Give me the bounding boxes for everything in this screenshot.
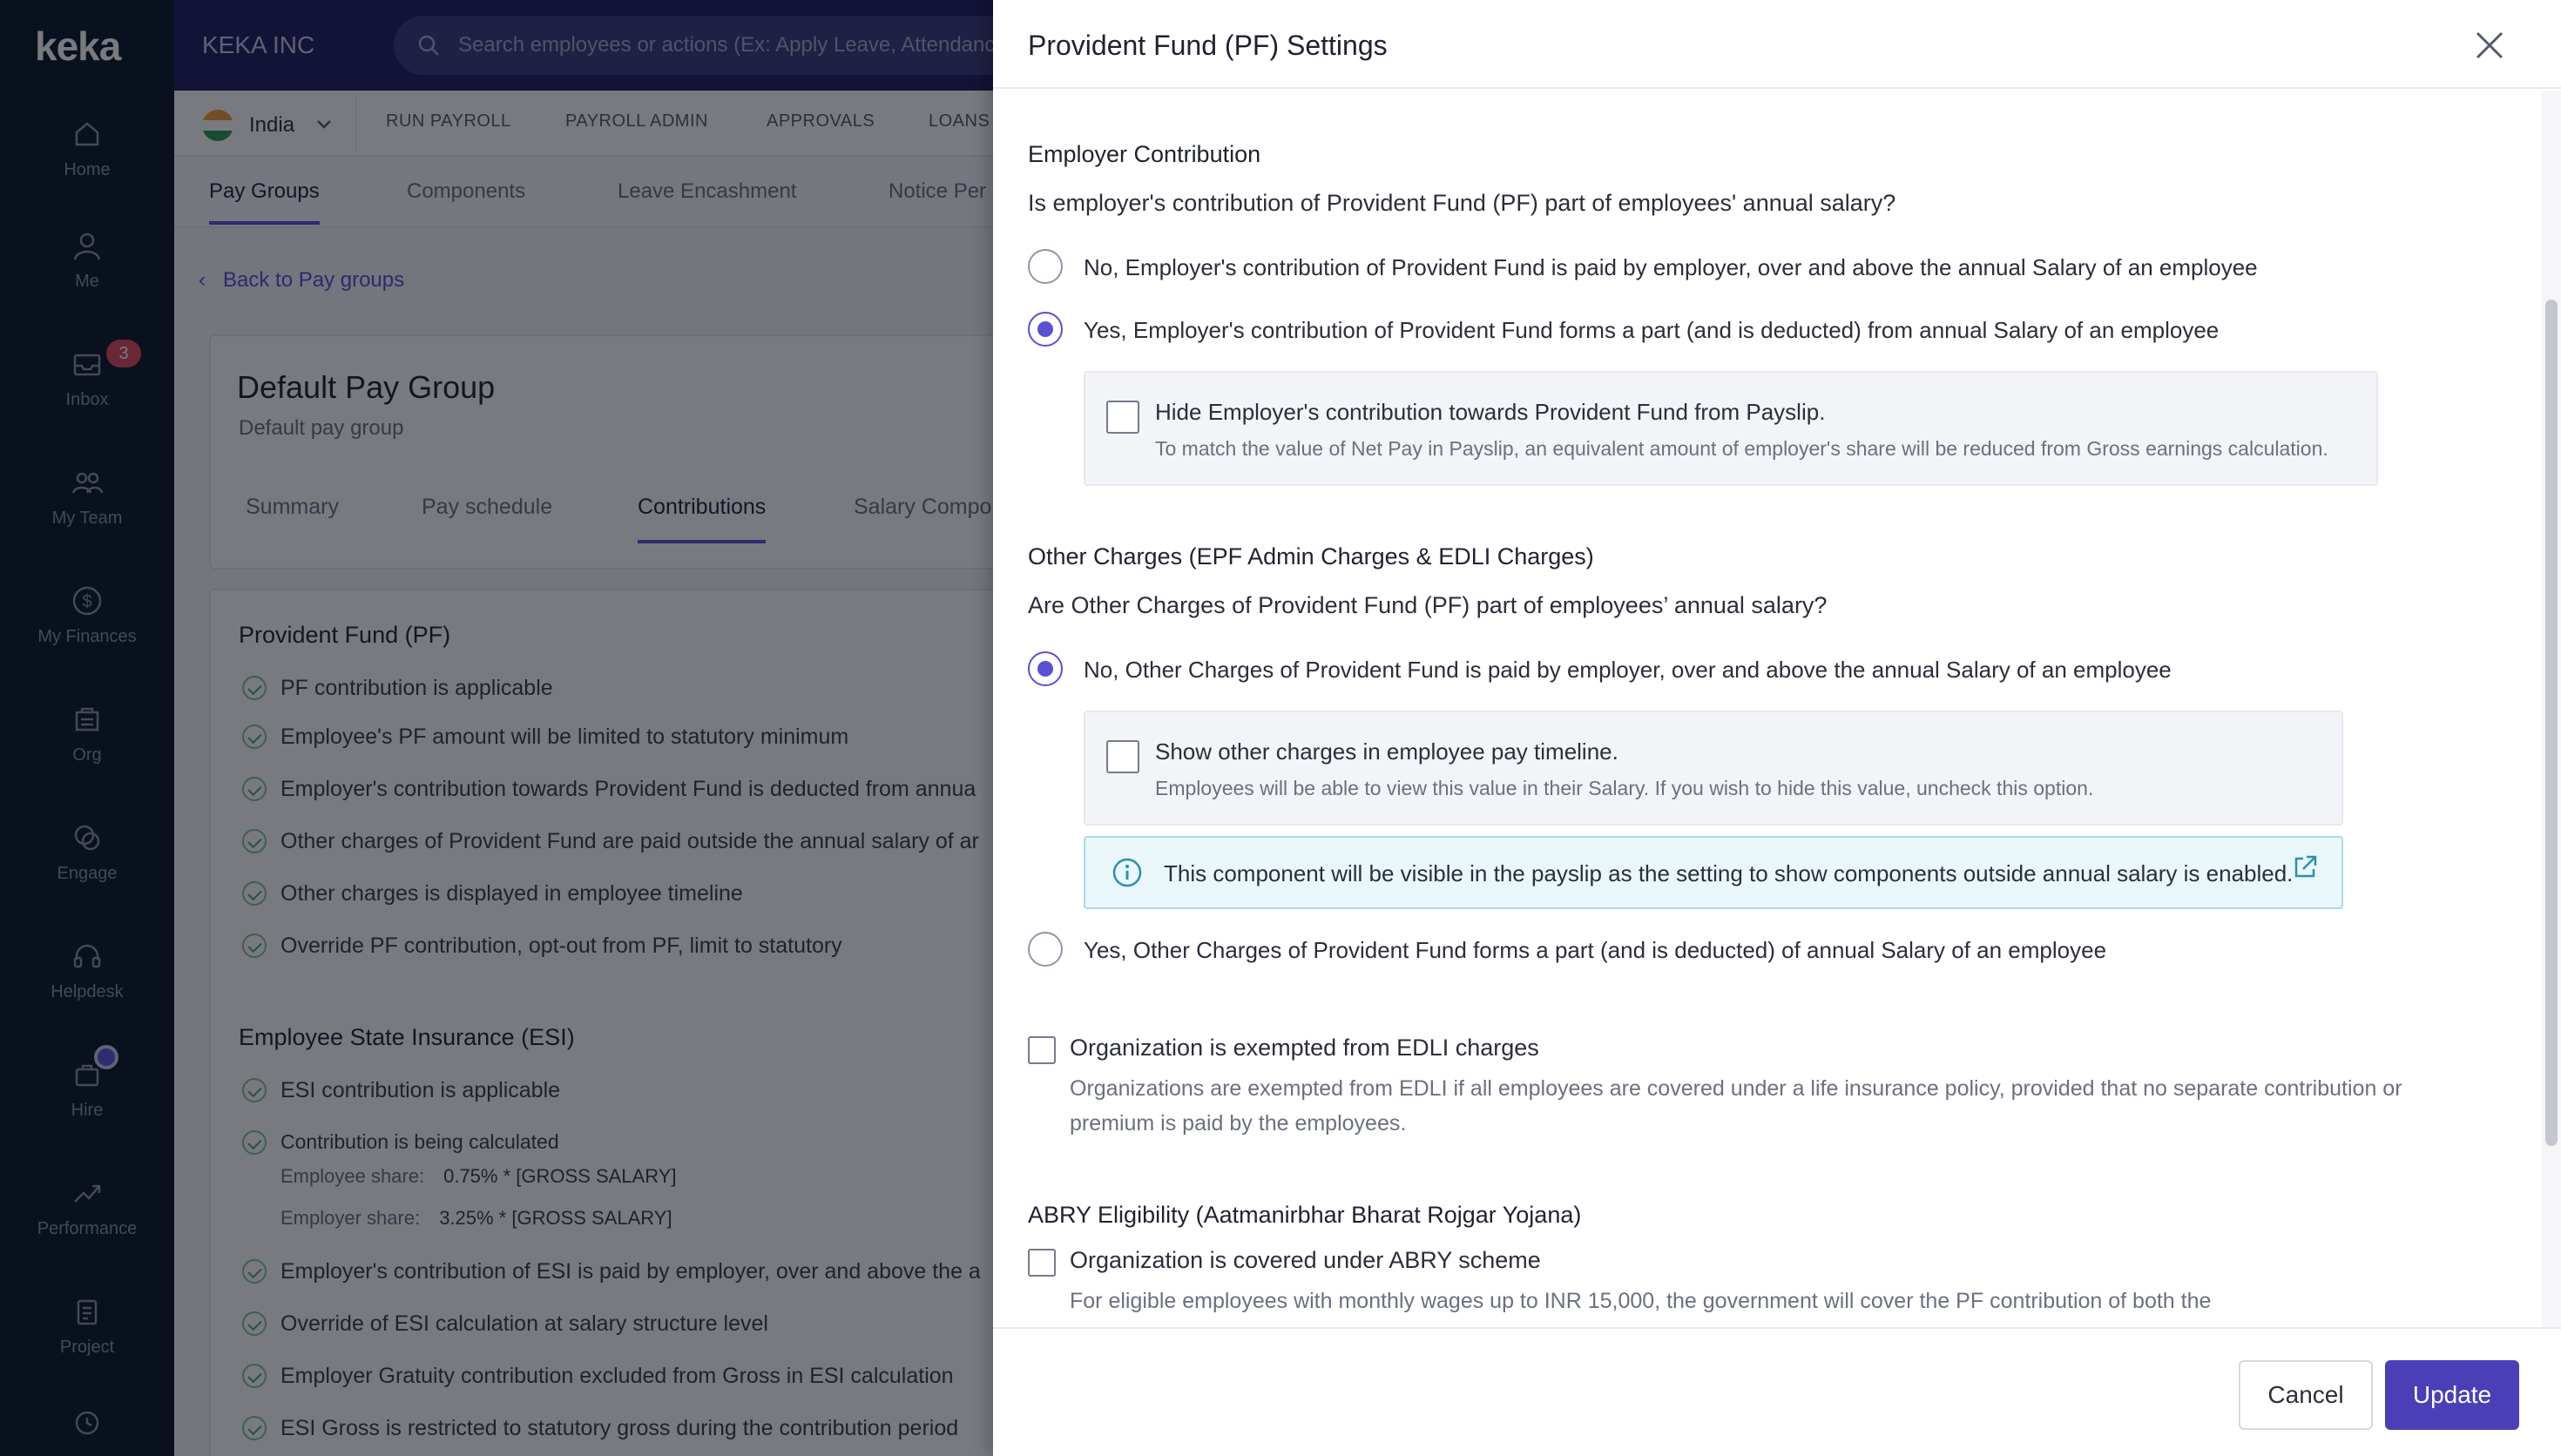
radio-button-selected[interactable] — [1028, 312, 1063, 347]
cancel-button[interactable]: Cancel — [2239, 1360, 2373, 1430]
abry-covered-desc: For eligible employees with monthly wages up to INR 15,000, the government will cover the PF contribution of both the — [1070, 1289, 2212, 1313]
radio-label: Yes, Employer's contribution of Provident Fund forms a part (and is deducted) from annual Salary of an employee — [1084, 317, 2220, 343]
info-message: This component will be visible in the payslip as the setting to show components outside annual salary is enabled. — [1164, 860, 2294, 886]
close-icon[interactable] — [2470, 26, 2509, 64]
radio-button[interactable] — [1028, 932, 1063, 967]
edli-exempt-checkbox[interactable] — [1028, 1036, 1056, 1064]
radio-label: Yes, Other Charges of Provident Fund forms a part (and is deducted) of annual Salary of an employee — [1084, 937, 2107, 963]
hide-from-payslip-checkbox[interactable] — [1106, 401, 1139, 434]
drawer-title: Provident Fund (PF) Settings — [1028, 30, 1388, 61]
info-icon — [1112, 857, 1143, 888]
pf-settings-drawer — [993, 0, 2561, 1456]
abry-covered-checkbox[interactable] — [1028, 1249, 1056, 1277]
employer-contribution-title: Employer Contribution — [1028, 141, 1261, 167]
show-in-timeline-checkbox[interactable] — [1106, 740, 1139, 773]
radio-button[interactable] — [1028, 249, 1063, 284]
external-link-icon[interactable] — [2291, 853, 2319, 881]
scrollbar-thumb[interactable] — [2545, 300, 2558, 1146]
drawer-body — [993, 91, 2561, 1327]
radio-label: No, Other Charges of Provident Fund is paid by employer, over and above the annual Salary of an employee — [1084, 657, 2172, 683]
show-in-timeline-label: Show other charges in employee pay timeline. — [1155, 738, 1618, 765]
abry-section-title: ABRY Eligibility (Aatmanirbhar Bharat Rojgar Yojana) — [1028, 1202, 1582, 1228]
other-charges-question: Are Other Charges of Provident Fund (PF) part of employees’ annual salary? — [1028, 592, 1828, 618]
drawer-header — [993, 0, 2561, 89]
employer-contribution-question: Is employer's contribution of Provident Fund (PF) part of employees' annual salary? — [1028, 190, 1896, 216]
hide-employer-contribution-box — [1084, 371, 2378, 486]
hide-from-payslip-label: Hide Employer's contribution towards Provident Fund from Payslip. — [1155, 399, 1826, 425]
hide-from-payslip-desc: To match the value of Net Pay in Payslip, an equivalent amount of employer's share will be reduced from Gross earnings calculation. — [1155, 437, 2328, 460]
payslip-visibility-info — [1084, 836, 2343, 909]
edli-exempt-desc: Organizations are exempted from EDLI if all employees are covered under a life insurance policy, provided that no separate contribution or premium is paid by the employees. — [1070, 1076, 2402, 1136]
drawer-footer — [993, 1327, 2561, 1456]
other-charges-title: Other Charges (EPF Admin Charges & EDLI Charges) — [1028, 543, 1594, 570]
radio-label: No, Employer's contribution of Provident Fund is paid by employer, over and above the annual Salary of an employee — [1084, 254, 2258, 280]
edli-exempt-label: Organization is exempted from EDLI charges — [1070, 1035, 1539, 1061]
show-other-charges-box — [1084, 711, 2343, 826]
drawer-scrollbar[interactable] — [2542, 91, 2561, 1327]
abry-covered-label: Organization is covered under ABRY scheme — [1070, 1247, 1541, 1273]
modal-backdrop[interactable] — [0, 0, 993, 1456]
show-in-timeline-desc: Employees will be able to view this value in their Salary. If you wish to hide this value, uncheck this option. — [1155, 777, 2094, 799]
update-button[interactable]: Update — [2385, 1360, 2519, 1430]
radio-button-selected[interactable] — [1028, 651, 1063, 686]
